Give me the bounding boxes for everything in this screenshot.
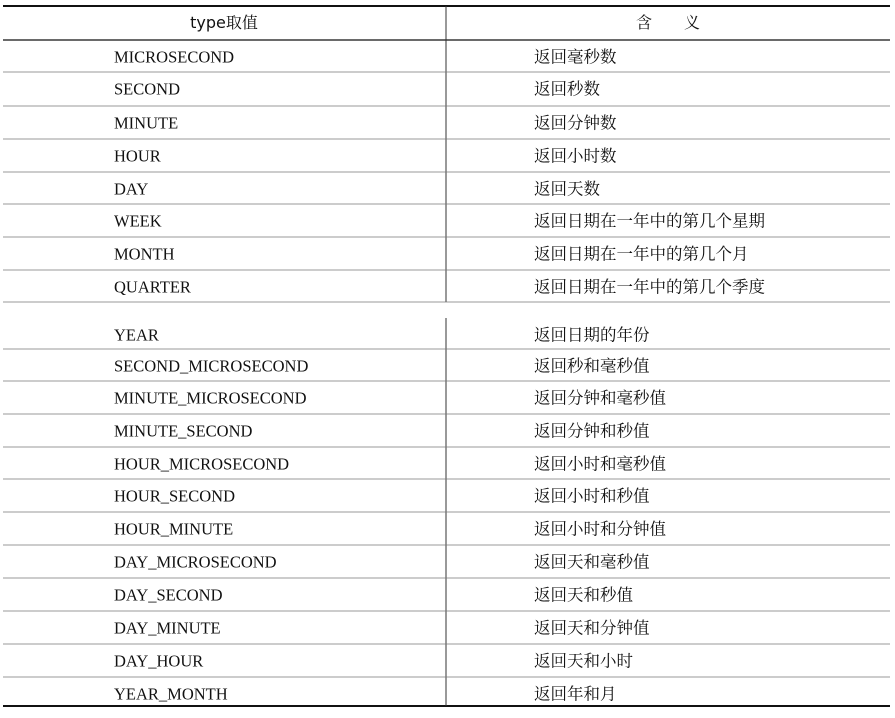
type-value-cell: DAY_MINUTE (114, 618, 221, 638)
meaning-cell: 返回毫秒数 (534, 47, 617, 67)
meaning-cell: 返回小时和分钟值 (534, 519, 666, 539)
meaning-cell: 返回小时和毫秒值 (534, 454, 666, 474)
type-value-cell: MINUTE_SECOND (114, 421, 253, 441)
type-value-cell: MONTH (114, 244, 175, 264)
meaning-cell: 返回分钟数 (534, 113, 617, 133)
meaning-cell: 返回日期在一年中的第几个月 (534, 244, 749, 264)
meaning-cell: 返回年和月 (534, 684, 617, 704)
meaning-cell: 返回天和小时 (534, 651, 633, 671)
type-value-cell: HOUR (114, 146, 161, 166)
type-value-cell: DAY_SECOND (114, 585, 223, 605)
type-value-cell: YEAR (114, 325, 159, 345)
type-value-cell: DAY_HOUR (114, 651, 204, 671)
meaning-cell: 返回天和毫秒值 (534, 552, 650, 572)
type-value-cell: MINUTE_MICROSECOND (114, 388, 307, 408)
table-row (114, 276, 765, 296)
meaning-cell: 返回日期的年份 (534, 325, 650, 345)
meaning-cell: 返回小时和秒值 (534, 486, 650, 506)
type-value-cell: SECOND_MICROSECOND (114, 356, 309, 376)
type-value-cell: HOUR_MICROSECOND (114, 454, 290, 474)
meaning-cell: 返回分钟和秒值 (534, 421, 650, 441)
type-value-cell: DAY (114, 179, 149, 199)
type-value-cell: MINUTE (114, 113, 179, 133)
meaning-cell: 返回小时数 (534, 146, 617, 166)
meaning-cell: 返回天数 (534, 179, 600, 199)
meaning-cell: 返回日期在一年中的第几个星期 (534, 211, 765, 231)
header-type-value: type取值 (190, 13, 258, 32)
type-value-cell: SECOND (114, 79, 181, 99)
type-value-cell: WEEK (114, 211, 162, 231)
type-value-cell: HOUR_SECOND (114, 486, 236, 506)
meaning-cell: 返回日期在一年中的第几个季度 (534, 277, 765, 297)
meaning-cell: 返回天和秒值 (534, 585, 633, 605)
type-value-cell: YEAR_MONTH (114, 684, 228, 704)
meaning-cell: 返回天和分钟值 (534, 618, 650, 638)
type-value-cell: DAY_MICROSECOND (114, 552, 277, 572)
type-value-cell: HOUR_MINUTE (114, 519, 234, 539)
type-value-cell: MICROSECOND (114, 47, 235, 67)
meaning-cell: 返回秒和毫秒值 (534, 356, 650, 376)
table-row (114, 683, 617, 703)
meaning-cell: 返回秒数 (534, 79, 600, 99)
type-value-cell: QUARTER (114, 277, 191, 297)
meaning-cell: 返回分钟和毫秒值 (534, 388, 666, 408)
header-meaning: 含 义 (635, 13, 701, 32)
